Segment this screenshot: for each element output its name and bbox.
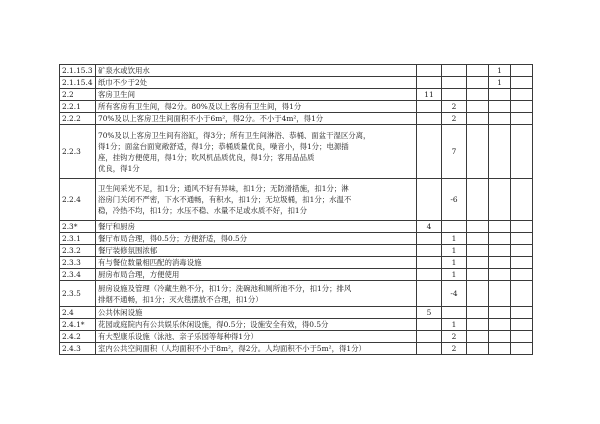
item-description	[96, 233, 417, 245]
score-cell-c1	[417, 113, 442, 125]
description-line: 有大型康乐设施（泳池、亲子乐园等每种得1分）	[98, 332, 258, 341]
item-description	[96, 113, 417, 125]
score-cell-c1	[417, 245, 442, 257]
score-cell-c3	[467, 65, 489, 77]
table-row	[60, 257, 533, 269]
score-cell-c4: 1	[489, 77, 511, 89]
score-cell-c1	[417, 319, 442, 331]
score-cell-c3	[467, 125, 489, 179]
item-description	[96, 89, 417, 101]
item-description	[96, 77, 417, 89]
score-cell-c5	[511, 65, 533, 77]
score-cell-c4	[489, 89, 511, 101]
score-cell-c2: 7	[442, 125, 467, 179]
table-row	[60, 101, 533, 113]
item-description	[96, 269, 417, 281]
score-cell-c3	[467, 245, 489, 257]
score-cell-c4	[489, 257, 511, 269]
description-line: 70%及以上客房卫生间有浴缸，得3分；所有卫生间淋浴、恭桶、面盆干湿区分离，	[98, 130, 371, 140]
description-line: 厨房布局合理，方便使用	[98, 270, 180, 279]
score-cell-c3	[467, 331, 489, 343]
item-number: 2.4	[60, 307, 96, 319]
score-cell-c4	[489, 125, 511, 179]
score-cell-c3	[467, 319, 489, 331]
table-row	[60, 245, 533, 257]
description-line: 花园或庭院内有公共娱乐休闲设施，得0.5分；设施安全有效，得0.5分	[98, 320, 329, 329]
item-description	[96, 245, 417, 257]
score-cell-c1	[417, 269, 442, 281]
description-line: 有与餐位数量相匹配的消毒设施	[98, 258, 202, 267]
score-cell-c2: 1	[442, 269, 467, 281]
item-description	[96, 125, 417, 179]
score-cell-c5	[511, 101, 533, 113]
score-cell-c5	[511, 125, 533, 179]
score-cell-c3	[467, 269, 489, 281]
score-cell-c2: 1	[442, 257, 467, 269]
score-cell-c1: 4	[417, 221, 442, 233]
score-cell-c5	[511, 307, 533, 319]
item-number: 2.2.4	[60, 179, 96, 221]
item-description	[96, 343, 417, 355]
table-row	[60, 343, 533, 355]
description-line: 厨房设施及管理（冷藏生熟不分，扣1分；洗碗池和厕所池不分，扣1分；排风	[98, 283, 352, 293]
description-line: 餐厅装修氛围浓郁	[98, 246, 158, 255]
item-number: 2.2.3	[60, 125, 96, 179]
score-cell-c3	[467, 257, 489, 269]
item-description	[96, 65, 417, 77]
score-cell-c3	[467, 307, 489, 319]
item-number: 2.3.5	[60, 281, 96, 307]
item-description	[96, 307, 417, 319]
score-cell-c2: 1	[442, 233, 467, 245]
score-cell-c2	[442, 307, 467, 319]
score-cell-c4	[489, 307, 511, 319]
score-cell-c5	[511, 343, 533, 355]
score-cell-c2: 1	[442, 319, 467, 331]
table-row	[60, 307, 533, 319]
score-cell-c4	[489, 319, 511, 331]
score-cell-c5	[511, 257, 533, 269]
score-cell-c5	[511, 245, 533, 257]
table-row	[60, 281, 533, 307]
item-number: 2.4.2	[60, 331, 96, 343]
score-cell-c1	[417, 179, 442, 221]
score-cell-c3	[467, 101, 489, 113]
table-row	[60, 113, 533, 125]
score-cell-c1	[417, 77, 442, 89]
score-cell-c3	[467, 77, 489, 89]
score-cell-c1	[417, 257, 442, 269]
item-number: 2.1.15.3	[60, 65, 96, 77]
description-line: 70%及以上客房卫生间面积不小于6m²，得2分。不小于4m²，得1分	[98, 114, 324, 123]
score-cell-c5	[511, 233, 533, 245]
score-cell-c1	[417, 101, 442, 113]
score-cell-c3	[467, 89, 489, 101]
item-description	[96, 221, 417, 233]
scoring-table	[59, 64, 533, 355]
description-line: 室内公共空间面积（人均面积不小于8m²，得2分。人均面积不小于5m²，得1分）	[98, 344, 366, 353]
score-cell-c4	[489, 221, 511, 233]
item-number: 2.2.2	[60, 113, 96, 125]
item-number: 2.3.2	[60, 245, 96, 257]
score-cell-c1	[417, 343, 442, 355]
item-number: 2.3.4	[60, 269, 96, 281]
item-number: 2.3.3	[60, 257, 96, 269]
score-cell-c3	[467, 281, 489, 307]
score-cell-c3	[467, 179, 489, 221]
table-row	[60, 179, 533, 221]
score-cell-c4	[489, 233, 511, 245]
table-row	[60, 77, 533, 89]
score-cell-c4	[489, 343, 511, 355]
score-cell-c1	[417, 233, 442, 245]
score-cell-c3	[467, 233, 489, 245]
item-number: 2.3.1	[60, 233, 96, 245]
item-number: 2.2	[60, 89, 96, 101]
table-body	[60, 65, 533, 355]
score-cell-c4	[489, 331, 511, 343]
item-number: 2.4.1*	[60, 319, 96, 331]
score-cell-c2	[442, 65, 467, 77]
score-cell-c4	[489, 179, 511, 221]
table-row	[60, 221, 533, 233]
score-cell-c1: 11	[417, 89, 442, 101]
score-cell-c5	[511, 221, 533, 233]
description-line: 公共休闲设施	[98, 308, 143, 317]
score-cell-c2	[442, 221, 467, 233]
score-cell-c2: 2	[442, 343, 467, 355]
score-cell-c4	[489, 281, 511, 307]
table-row	[60, 331, 533, 343]
score-cell-c5	[511, 179, 533, 221]
table-row	[60, 233, 533, 245]
item-number: 2.3*	[60, 221, 96, 233]
description-line: 所有客房有卫生间，得2分。80%及以上客房有卫生间，得1分	[98, 102, 302, 111]
description-line: 稳，冷热不均，扣1分；水压不稳、水量不足或水质不好，扣1分	[98, 206, 307, 215]
score-cell-c2: 2	[442, 331, 467, 343]
score-cell-c1: 5	[417, 307, 442, 319]
description-line: 餐厅布局合理，得0.5分；方便舒适，得0.5分	[98, 234, 248, 243]
item-description	[96, 319, 417, 331]
score-cell-c5	[511, 89, 533, 101]
score-cell-c5	[511, 77, 533, 89]
description-line: 卫生间采光不足，扣1分；通风不好有异味，扣1分；无防滑措施，扣1分；淋	[98, 184, 349, 193]
score-cell-c3	[467, 221, 489, 233]
item-description	[96, 331, 417, 343]
description-line: 优良，得1分	[98, 163, 140, 173]
score-cell-c4	[489, 101, 511, 113]
score-cell-c4	[489, 113, 511, 125]
score-cell-c5	[511, 113, 533, 125]
score-cell-c1	[417, 281, 442, 307]
score-cell-c4	[489, 245, 511, 257]
item-number: 2.1.15.4	[60, 77, 96, 89]
table-row	[60, 65, 533, 77]
table-row	[60, 125, 533, 179]
item-description	[96, 257, 417, 269]
score-cell-c4	[489, 269, 511, 281]
table-row	[60, 89, 533, 101]
item-description	[96, 179, 417, 221]
description-line: 矿泉水或饮用水	[98, 66, 150, 75]
table-row	[60, 319, 533, 331]
description-line: 座，挂钩方便使用，得1分；吹风机品质优良，得1分；客用品品质	[98, 152, 315, 162]
score-cell-c3	[467, 113, 489, 125]
score-cell-c1	[417, 65, 442, 77]
description-line: 排烟不通畅，扣1分；灭火毯摆放不合理，扣1分）	[98, 294, 263, 304]
score-cell-c5	[511, 269, 533, 281]
score-cell-c1	[417, 125, 442, 179]
score-cell-c2: 2	[442, 101, 467, 113]
score-cell-c5	[511, 331, 533, 343]
item-number: 2.2.1	[60, 101, 96, 113]
score-cell-c5	[511, 319, 533, 331]
description-line: 浴房门关闭不严密，下水不通畅，有积水，扣1分；无垃圾桶，扣1分；水温不	[98, 195, 352, 204]
item-description	[96, 281, 417, 307]
score-cell-c3	[467, 343, 489, 355]
score-cell-c2: -6	[442, 179, 467, 221]
item-number: 2.4.3	[60, 343, 96, 355]
score-cell-c2: 2	[442, 113, 467, 125]
score-cell-c1	[417, 331, 442, 343]
score-cell-c2	[442, 89, 467, 101]
item-description	[96, 101, 417, 113]
description-line: 得1分；面盆台面宽敞舒适，得1分；恭桶质量优良，噪音小，得1分；电源插	[98, 141, 349, 151]
score-cell-c5	[511, 281, 533, 307]
description-line: 客房卫生间	[98, 90, 135, 99]
score-cell-c2: 1	[442, 245, 467, 257]
description-line: 餐厅和厨房	[98, 222, 135, 231]
table-row	[60, 269, 533, 281]
description-line: 纸巾不少于2处	[98, 78, 148, 87]
score-cell-c2	[442, 77, 467, 89]
score-cell-c2: -4	[442, 281, 467, 307]
score-cell-c4: 1	[489, 65, 511, 77]
